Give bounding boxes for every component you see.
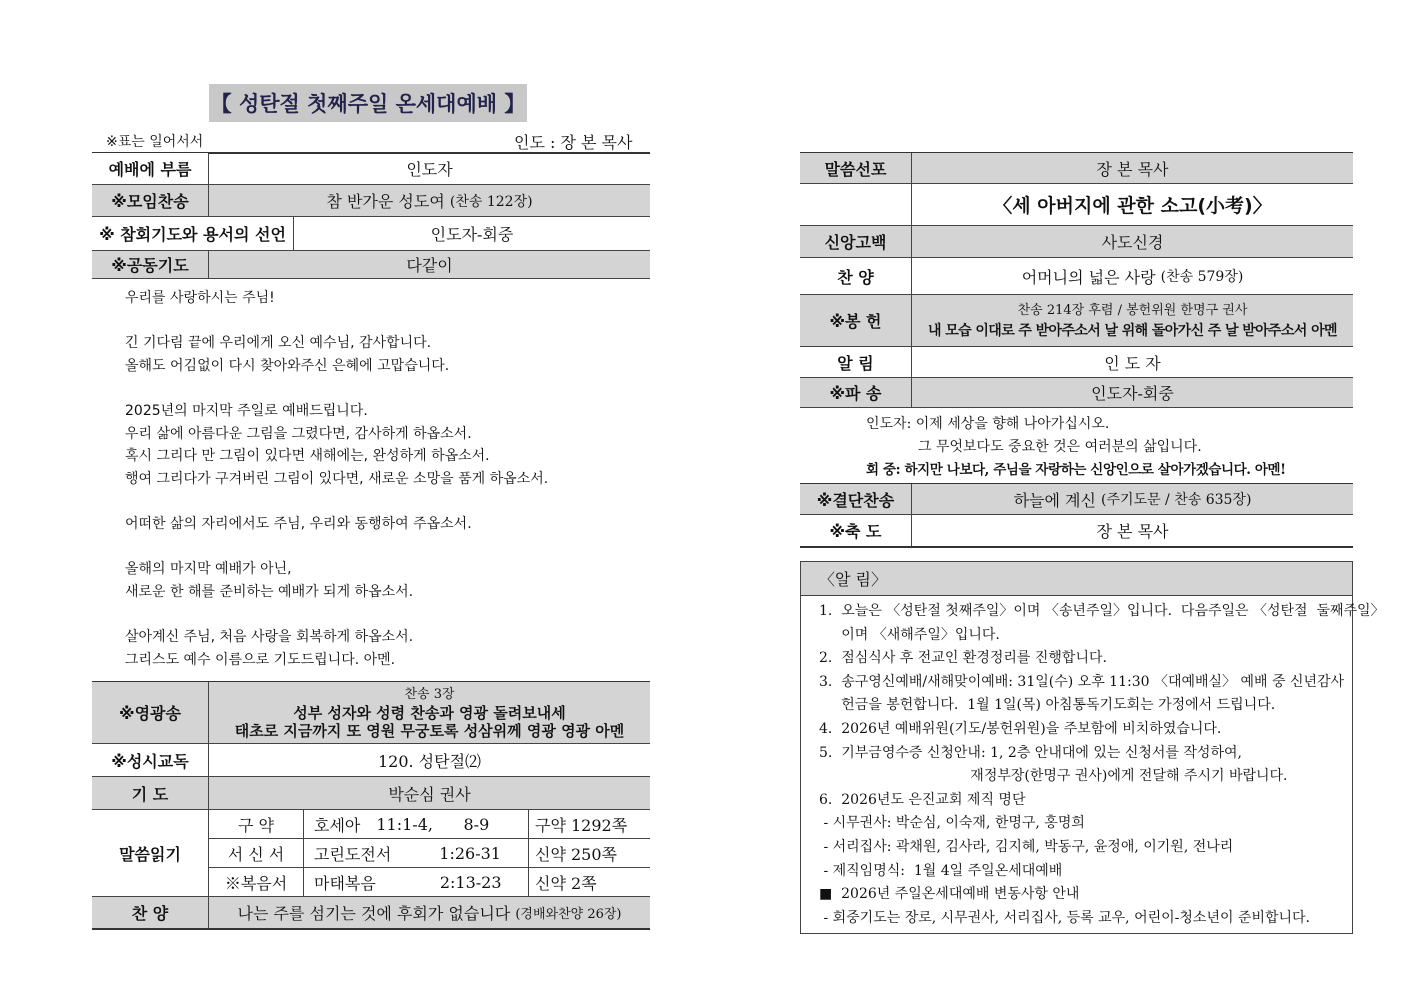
prayer-line: 그리스도 예수 이름으로 기도드립니다. 아멘.: [125, 651, 396, 668]
order-value: 인도자: [406, 160, 453, 179]
order-label: ※결단찬송: [800, 484, 912, 514]
scripture-table: [209, 810, 650, 897]
order-row-sermon: [800, 153, 1353, 184]
offering-line: 찬송 214장 후렴 / 봉헌위원 한명구 권사: [1017, 302, 1248, 318]
scripture-ref: [304, 868, 529, 897]
order-label: ※모임찬송: [92, 185, 209, 216]
order-label: 말씀선포: [800, 153, 912, 183]
scripture-type: 구 약: [209, 810, 304, 838]
notice-line: - 서리집사: 곽채원, 김사라, 김지혜, 박동구, 윤정애, 이기원, 전나리: [819, 838, 1234, 855]
order-row-sermon-title: [800, 184, 1353, 226]
notice-line: 6. 2026년도 은진교회 제직 명단: [819, 791, 1026, 808]
scripture-type: 서 신 서: [209, 839, 304, 867]
prayer-line: [125, 490, 548, 513]
prayer-line: [125, 536, 548, 559]
prayer-line: [125, 377, 548, 400]
order-value: 인 도 자: [1104, 353, 1161, 373]
order-row-prayer: [92, 251, 650, 279]
service-title: 【 성탄절 첫째주일 온세대예배 】: [209, 84, 527, 122]
praise-note: (경배와찬양 26장): [515, 907, 622, 922]
scripture-page: 신약 2쪽: [535, 874, 597, 893]
order-row-confession: [92, 217, 650, 251]
prayer-line: 우리 삶에 아름다운 그림을 그렸다면, 감사하게 하옵소서.: [125, 425, 472, 442]
prayer-line: 살아계신 주님, 처음 사랑을 회복하게 하옵소서.: [125, 628, 414, 645]
order-row-closing-hymn: [800, 484, 1353, 515]
stand-note: ※표는 일어서서: [106, 134, 204, 150]
order-value: [912, 258, 1353, 294]
scripture-page: 구약 1292쪽: [535, 815, 628, 835]
prayer-line: 혹시 그리다 만 그림이 있다면 새해에는, 완성하게 하옵소서.: [125, 448, 490, 465]
order-row-gloria: [92, 682, 650, 744]
prayer-line: 올해도 어김없이 다시 찾아와주신 은혜에 고맙습니다.: [125, 357, 450, 374]
hymn-note: (찬송 122장): [449, 193, 533, 210]
hymn-title: 참 반가운 성도여: [326, 192, 445, 211]
leader-label: 인도 : 장 본 목사: [514, 133, 633, 152]
order-row-praise: [92, 897, 650, 930]
order-label: 알 림: [800, 347, 912, 377]
scripture-type: ※복음서: [209, 868, 304, 897]
praise-title: 나는 주를 섬기는 것에 후회가 없습니다: [237, 904, 511, 923]
hymn-note: (찬송 579장): [1160, 269, 1244, 285]
scripture-row: [209, 868, 650, 897]
order-value: 인도자-회중: [430, 225, 514, 244]
notice-line: ■ 2026년 주일온세대예배 변동사항 안내: [819, 886, 1080, 903]
notice-line: 재정부장(한명구 권사)에게 전달해 주시기 바랍니다.: [819, 768, 1288, 785]
notice-line: 1. 오늘은 〈성탄절 첫째주일〉이며 〈송년주일〉입니다. 다음주일은 〈성탄절 둘째주일〉: [819, 603, 1385, 619]
sending-text: [866, 413, 1286, 482]
order-value: [209, 185, 650, 216]
common-prayer-text: [125, 287, 548, 671]
scripture-row: [209, 810, 650, 839]
gloria-line: 성부 성자와 성령 찬송과 영광 돌려보내세: [293, 703, 566, 722]
order-label: 찬 양: [92, 897, 209, 928]
order-value: 인도자-회중: [912, 378, 1353, 407]
notice-line: 3. 송구영신예배/새해맞이예배: 31일(수) 오후 11:30 〈대예배실〉 예배 중 신년감사: [819, 673, 1345, 690]
order-label: 예배에 부름: [92, 153, 209, 184]
gloria-line: 태초로 지금까지 또 영원 무궁토록 성삼위께 영광 영광 아멘: [234, 721, 625, 740]
sermon-title: 〈세 아버지에 관한 소고(小考)〉: [993, 195, 1272, 217]
prayer-line: 올해의 마지막 예배가 아닌,: [125, 561, 292, 578]
offering-line: 내 모습 이대로 주 받아주소서 날 위해 돌아가신 주 날 받아주소서 아멘: [928, 322, 1337, 339]
order-row-announce: [800, 347, 1353, 378]
gloria-hymn: 찬송 3장: [404, 686, 455, 702]
order-row-offering: [800, 295, 1353, 347]
prayer-line: 행여 그리다가 구겨버린 그림이 있다면, 새로운 소망을 품게 하옵소서.: [125, 470, 549, 487]
order-row-pastoral-prayer: [92, 777, 650, 810]
prayer-line: 우리를 사랑하시는 주님!: [125, 290, 275, 306]
order-value: 장 본 목사: [1096, 522, 1169, 541]
notice-line: - 시무권사: 박순심, 이숙재, 한명구, 홍명희: [819, 815, 1085, 832]
order-label: ※성시교독: [92, 744, 209, 776]
order-value: 다같이: [209, 251, 650, 278]
sending-line: 그 무엇보다도 중요한 것은 여러분의 삶입니다.: [918, 439, 1202, 455]
order-row-creed: [800, 226, 1353, 258]
order-label: 말씀읽기: [92, 810, 209, 896]
notice-line: 2. 점심식사 후 전교인 환경정리를 진행합니다.: [819, 650, 1107, 667]
notice-line: 5. 기부금영수증 신청안내: 1, 2층 안내대에 있는 신청서를 작성하여,: [819, 744, 1242, 761]
closing-note: (주기도문 / 찬송 635장): [1101, 492, 1252, 508]
order-value: 사도신경: [912, 226, 1353, 257]
prayer-line: [125, 603, 548, 626]
order-label: ※파 송: [800, 378, 912, 407]
order-label: ※ 참회기도와 용서의 선언: [92, 217, 294, 250]
order-row-benediction: [800, 515, 1353, 548]
order-label: ※공동기도: [92, 251, 209, 278]
order-label: 신앙고백: [800, 226, 912, 257]
sending-line: 인도자: 이제 세상을 향해 나아가십시오.: [866, 416, 1110, 432]
order-label: ※봉 헌: [800, 295, 912, 346]
closing-title: 하늘에 계신: [1013, 490, 1096, 510]
scripture-book: 호세아: [314, 815, 361, 835]
order-row-sending: [800, 378, 1353, 408]
order-label: 찬 양: [800, 258, 912, 294]
order-row-call: [92, 153, 650, 185]
prayer-line: 2025년의 마지막 주일로 예배드립니다.: [125, 402, 368, 419]
order-row-responsive: [92, 744, 650, 777]
notice-body: [801, 596, 1385, 930]
scripture-book: 고린도전서: [314, 844, 392, 864]
order-value: [912, 484, 1353, 514]
order-value: 장 본 목사: [912, 153, 1353, 183]
scripture-ref: [304, 810, 529, 838]
notice-line: 이며 〈새해주일〉입니다.: [819, 626, 1000, 643]
order-value: 120. 성탄절⑵: [377, 751, 482, 771]
order-value: 박순심 권사: [209, 777, 650, 809]
prayer-line: 어떠한 삶의 자리에서도 주님, 우리와 동행하여 주옵소서.: [125, 515, 472, 532]
notice-box: [800, 561, 1385, 934]
notice-line: 4. 2026년 예배위원(기도/봉헌위원)을 주보함에 비치하였습니다.: [819, 720, 1222, 737]
order-label: ※축 도: [800, 515, 912, 546]
notice-line: - 제직임명식: 1월 4일 주일온세대예배: [819, 862, 1063, 879]
notice-line: 헌금을 봉헌합니다. 1월 1일(목) 아침통독기도회는 가정에서 드립니다.: [819, 697, 1276, 714]
scripture-page: 신약 250쪽: [535, 844, 617, 864]
order-value: [209, 897, 650, 928]
scripture-ref: [304, 839, 529, 867]
prayer-line: [125, 310, 548, 333]
gloria-content: [209, 682, 650, 743]
notice-heading: 〈알 림〉: [801, 562, 1352, 596]
scripture-verse: 1:26-31: [439, 843, 501, 863]
hymn-title: 어머니의 넓은 사랑: [1021, 267, 1156, 287]
scripture-row: [209, 839, 650, 868]
order-label: ※영광송: [92, 682, 209, 743]
scripture-verse: 11:1-4, 8-9: [376, 814, 490, 834]
sending-line: 회 중: 하지만 나보다, 주님을 자랑하는 신앙인으로 살아가겠습니다. 아멘!: [866, 462, 1286, 478]
offering-content: [912, 295, 1353, 346]
scripture-verse: 2:13-23: [439, 873, 502, 892]
prayer-line: 긴 기다림 끝에 우리에게 오신 예수님, 감사합니다.: [125, 335, 432, 352]
order-label: 기 도: [92, 777, 209, 809]
order-row-hymn: [92, 185, 650, 217]
prayer-line: 새로운 한 해를 준비하는 예배가 되게 하옵소서.: [125, 583, 414, 600]
order-row-hymn-right: [800, 258, 1353, 295]
notice-line: - 회중기도는 장로, 시무권사, 서리집사, 등록 교우, 어린이-청소년이 준비합니다.: [819, 909, 1311, 926]
scripture-book: 마태복음: [314, 874, 376, 893]
